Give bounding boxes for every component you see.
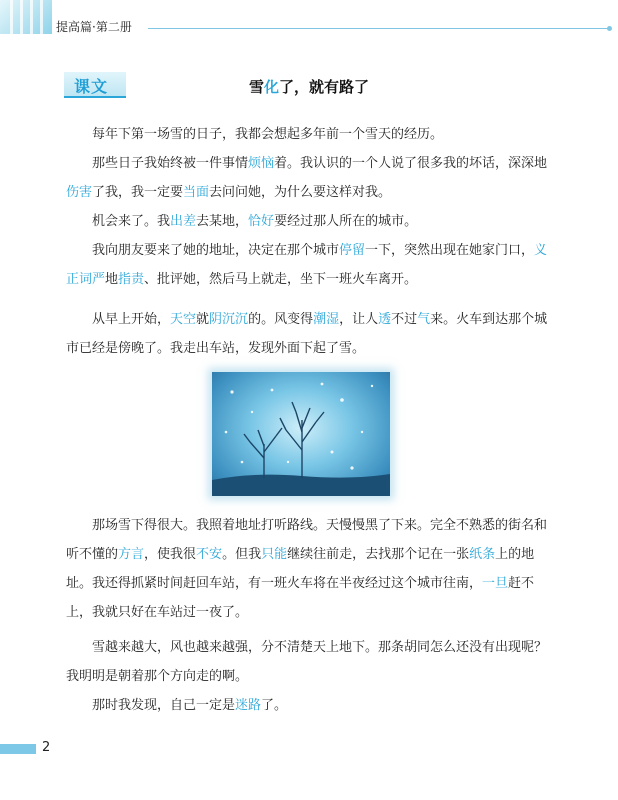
text-run: 了。	[261, 698, 288, 713]
running-header: 提高篇·第二册	[56, 20, 132, 34]
paragraph	[66, 633, 550, 691]
text-run: 了我，我一定要	[92, 185, 184, 200]
text-run: 我向朋友要来了她的地址，决定在那个城市	[92, 243, 340, 258]
vocab-word: 指责	[118, 272, 145, 287]
text-run: 继续往前走，去找那个记在一张	[287, 547, 470, 562]
page-number-bar	[0, 744, 36, 754]
vocab-word: 一旦	[482, 576, 509, 591]
text-run: 上的地址。我还得抓紧时间赶回车站，有一班火车将在半夜经过这个城市往南，	[66, 547, 535, 591]
text-run: 那些日子我始终被一件事情	[92, 156, 249, 171]
vocab-word: 当面	[183, 185, 210, 200]
lesson-title-part: 雪	[248, 78, 264, 96]
text-run: ，让人	[339, 312, 379, 327]
lesson-title-part: 了，就有路了	[279, 78, 370, 96]
text-run: 来。火车到达那个城市已经是傍晚了。我走出车站，发现外面下起了雪。	[66, 312, 548, 356]
vocab-word: 烦恼	[248, 156, 275, 171]
vocab-word: 透	[378, 312, 392, 327]
lesson-title-highlight: 化	[263, 78, 279, 96]
paragraph	[66, 236, 550, 294]
text-run: 一下，突然出现在她家门口，	[365, 243, 535, 258]
text-run: 、批评她，然后马上就走，坐下一班火车离开。	[144, 272, 418, 287]
text-run: 着。我认识的一个人说了很多我的坏话，深深地	[274, 156, 548, 171]
vocab-word: 方言	[118, 547, 145, 562]
paragraph	[66, 691, 550, 720]
header-rule	[148, 28, 610, 29]
page-number: 2	[42, 740, 51, 755]
header-decoration	[0, 0, 52, 34]
text-run: 赶不上，我就只好在车站过一夜了。	[66, 576, 535, 620]
text-run: 那时我发现，自己一定是	[92, 698, 236, 713]
paragraph	[66, 511, 550, 627]
vocab-word: 天空	[170, 312, 197, 327]
paragraph	[66, 207, 550, 236]
paragraph	[66, 120, 550, 149]
text-run: 去问问她，为什么要这样对我。	[209, 185, 392, 200]
vocab-word: 恰好	[248, 214, 275, 229]
paragraph	[66, 149, 550, 207]
vocab-word: 出差	[170, 214, 197, 229]
text-run: 要经过那人所在的城市。	[274, 214, 418, 229]
text-run: 不过	[391, 312, 418, 327]
text-run: 。但我	[222, 547, 262, 562]
text-run: 地	[105, 272, 119, 287]
text-run: 雪越来越大，风也越来越强，分不清楚天上地下。那条胡同怎么还没有出现呢？我明明是朝着那个方向走的啊。	[66, 640, 548, 684]
vocab-word: 迷路	[235, 698, 262, 713]
lesson-title	[0, 76, 618, 97]
text-run: 去某地，	[196, 214, 249, 229]
vocab-word: 纸条	[469, 547, 496, 562]
text-run: 的。风变得	[248, 312, 314, 327]
vocab-word: 潮湿	[313, 312, 340, 327]
vocab-word: 不安	[196, 547, 223, 562]
vocab-word: 停留	[339, 243, 366, 258]
text-run: 每年下第一场雪的日子，我都会想起多年前一个雪天的经历。	[92, 127, 444, 142]
text-run: 机会来了。我	[92, 214, 171, 229]
text-run: 就	[196, 312, 210, 327]
paragraph	[66, 305, 550, 363]
vocab-word: 阴沉沉	[209, 312, 249, 327]
vocab-word: 义正词严	[66, 243, 548, 287]
vocab-word: 气	[417, 312, 431, 327]
tree-drawing	[212, 372, 390, 496]
vocab-word: 只能	[261, 547, 288, 562]
snowy-trees-illustration	[212, 372, 390, 496]
text-run: ，使我很	[144, 547, 197, 562]
text-run: 那场雪下得很大。我照着地址打听路线。天慢慢黑了下来。完全不熟悉的街名和听不懂的	[66, 518, 548, 562]
vocab-word: 伤害	[66, 185, 93, 200]
section-badge-label: 课文	[74, 77, 109, 96]
text-run: 从早上开始，	[92, 312, 171, 327]
